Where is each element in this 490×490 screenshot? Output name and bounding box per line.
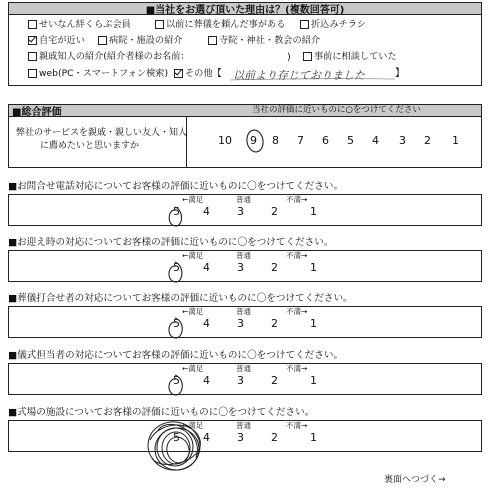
overall-score-7[interactable]: 7 — [297, 134, 304, 147]
score-option-5[interactable]: 5 — [173, 317, 180, 330]
overall-score-3[interactable]: 3 — [399, 134, 406, 147]
overall-question-line2: に薦めたいと思いますか — [40, 141, 140, 151]
scale-label-normal: 普通 — [236, 421, 251, 430]
score-option-4[interactable]: 4 — [203, 261, 210, 274]
continue-footer: 裏面へつづく→ — [384, 475, 446, 485]
checkbox[interactable] — [300, 20, 309, 29]
scale-label-dissatisfied: 不満→ — [286, 364, 308, 373]
checkbox-checked[interactable] — [174, 69, 183, 78]
reason-header — [8, 2, 482, 15]
overall-question-line1: 弊社のサービスを親戚・親しい友人・知人 — [16, 128, 188, 138]
checkbox[interactable] — [155, 20, 164, 29]
scale-label-dissatisfied: 不満→ — [286, 307, 308, 316]
checkbox[interactable] — [208, 36, 217, 45]
score-option-3[interactable]: 3 — [237, 431, 244, 444]
score-option-4[interactable]: 4 — [203, 205, 210, 218]
score-option-5[interactable]: 5 — [173, 374, 180, 387]
reason-option-kizuna[interactable]: せいなん絆くらぶ会員 — [28, 20, 131, 29]
scale-label-satisfied: ←満足 — [182, 421, 204, 430]
score-option-2[interactable]: 2 — [271, 317, 278, 330]
scale-label-dissatisfied: 不満→ — [286, 251, 308, 260]
scale-label-normal: 普通 — [236, 307, 251, 316]
overall-score-6[interactable]: 6 — [322, 134, 329, 147]
other-close-bracket: 】 — [395, 68, 405, 79]
question-title: ■式場の施設についてお客様の評価に近いものに〇をつけてください。 — [8, 407, 315, 418]
overall-score-5[interactable]: 5 — [347, 134, 354, 147]
overall-score-8[interactable]: 8 — [272, 134, 279, 147]
reason-title: ■当社をお選び頂いた理由は？(複数回答可) — [145, 5, 345, 16]
score-option-3[interactable]: 3 — [237, 261, 244, 274]
score-option-3[interactable]: 3 — [237, 317, 244, 330]
question-title: ■儀式担当者の対応についてお客様の評価に近いものに〇をつけてください。 — [8, 350, 344, 361]
question-title: ■葬儀打合せ者の対応についてお客様の評価に近いものに〇をつけてください。 — [8, 293, 353, 304]
reason-option-previous[interactable]: 以前に葬儀を頼んだ事がある — [155, 20, 285, 29]
overall-instruction: 当社の評価に近いものに○をつけてください — [252, 105, 421, 115]
checkbox[interactable] — [28, 20, 37, 29]
score-option-4[interactable]: 4 — [203, 374, 210, 387]
score-option-4[interactable]: 4 — [203, 431, 210, 444]
reason-option-web[interactable]: web(PC・スマートフォン検索) — [28, 69, 168, 78]
score-option-4[interactable]: 4 — [203, 317, 210, 330]
overall-score-4[interactable]: 4 — [372, 134, 379, 147]
question-title: ■お問合せ電話対応についてお客様の評価に近いものに〇をつけてください。 — [8, 181, 344, 192]
scale-label-normal: 普通 — [236, 364, 251, 373]
score-option-5[interactable]: 5 — [173, 261, 180, 274]
scale-label-satisfied: ←満足 — [182, 195, 204, 204]
overall-score-9[interactable]: 9 — [250, 134, 257, 147]
checkbox[interactable] — [28, 52, 37, 61]
scale-label-normal: 普通 — [236, 251, 251, 260]
score-option-3[interactable]: 3 — [237, 374, 244, 387]
reason-option-hospital[interactable]: 病院・施設の紹介 — [98, 36, 183, 45]
checkbox[interactable] — [28, 69, 37, 78]
overall-title: ■総合評価 — [12, 107, 62, 118]
reason-option-consulted[interactable]: 事前に相談していた — [303, 52, 397, 61]
score-option-1[interactable]: 1 — [310, 374, 317, 387]
overall-score-1[interactable]: 1 — [452, 134, 459, 147]
scale-label-dissatisfied: 不満→ — [286, 421, 308, 430]
overall-divider — [186, 117, 187, 168]
scale-label-dissatisfied: 不満→ — [286, 195, 308, 204]
checkbox-checked[interactable] — [28, 36, 37, 45]
score-option-5[interactable]: 5 — [173, 431, 180, 444]
score-option-5[interactable]: 5 — [173, 205, 180, 218]
question-title: ■お迎え時の対応についてお客様の評価に近いものに〇をつけてください。 — [8, 237, 334, 248]
scale-label-satisfied: ←満足 — [182, 364, 204, 373]
overall-score-10[interactable]: 10 — [218, 134, 232, 147]
overall-score-2[interactable]: 2 — [424, 134, 431, 147]
checkbox[interactable] — [98, 36, 107, 45]
score-option-2[interactable]: 2 — [271, 374, 278, 387]
reason-option-flyer[interactable]: 折込みチラシ — [300, 20, 366, 29]
reason-option-other[interactable]: その他【 — [174, 69, 222, 78]
score-option-2[interactable]: 2 — [271, 261, 278, 274]
score-option-2[interactable]: 2 — [271, 431, 278, 444]
reason-option-temple[interactable]: 寺院・神社・教会の紹介 — [208, 36, 320, 45]
score-option-1[interactable]: 1 — [310, 261, 317, 274]
reason-option-referral[interactable]: 親戚知人の紹介(紹介者様のお名前： — [28, 52, 190, 61]
scale-label-normal: 普通 — [236, 195, 251, 204]
reason-option-near-home[interactable]: 自宅が近い — [28, 36, 85, 45]
score-option-1[interactable]: 1 — [310, 431, 317, 444]
score-option-1[interactable]: 1 — [310, 317, 317, 330]
scale-label-satisfied: ←満足 — [182, 251, 204, 260]
scale-label-satisfied: ←満足 — [182, 307, 204, 316]
score-option-2[interactable]: 2 — [271, 205, 278, 218]
other-handwritten-answer: 以前より存じておりました — [233, 69, 365, 82]
score-option-1[interactable]: 1 — [310, 205, 317, 218]
referral-close-paren: ) — [287, 52, 291, 63]
score-option-3[interactable]: 3 — [237, 205, 244, 218]
checkbox[interactable] — [303, 52, 312, 61]
